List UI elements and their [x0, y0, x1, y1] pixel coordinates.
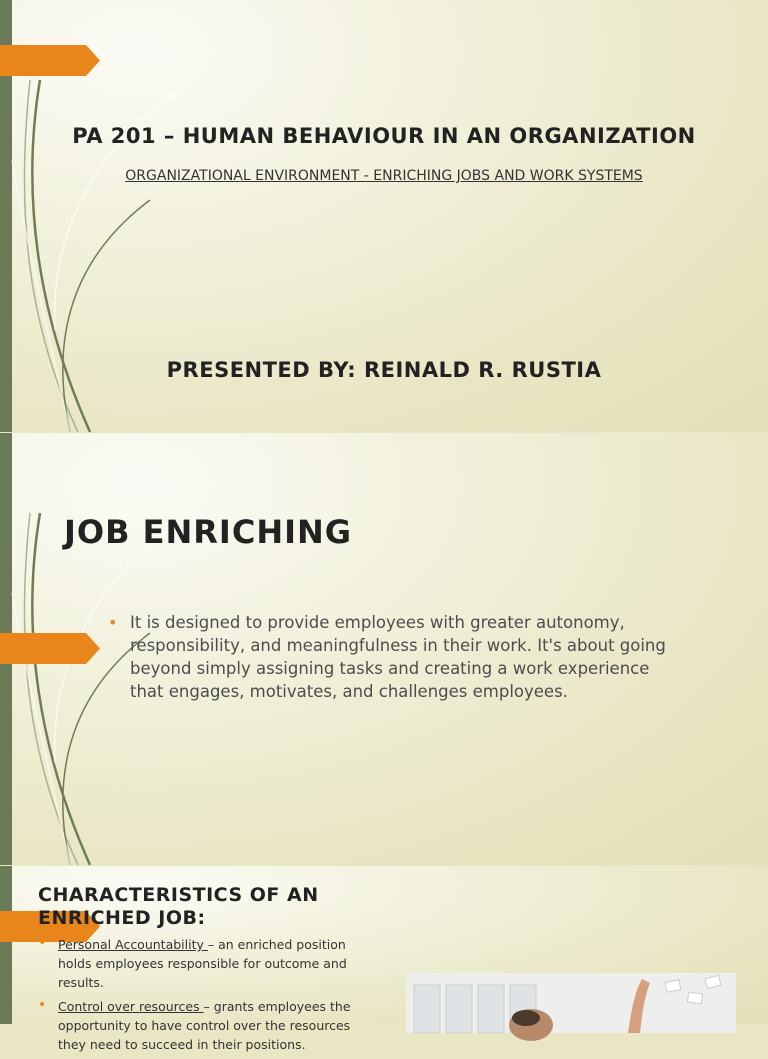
item-description: – an enriched position holds employees responsible for outcome and results. [58, 937, 347, 990]
slide-heading: CHARACTERISTICS OF AN ENRICHED JOB: [38, 884, 319, 929]
list-item [38, 997, 378, 1054]
slide-sidebar-bar [0, 866, 12, 1024]
bullet-item: • It is designed to provide employees with greater autonomy, responsibility, and meaningfulness in their work. It's about going beyond simply assigning tasks and creating a work experience that engages, motivates, and challenges employees. [108, 611, 668, 703]
presentation-title: PA 201 – HUMAN BEHAVIOUR IN AN ORGANIZATION [72, 124, 696, 148]
list-item [38, 935, 378, 992]
item-term: Control over resources [58, 999, 204, 1014]
job-enriching-slide [0, 433, 768, 865]
office-photo [406, 973, 736, 1033]
item-description: – grants employees the opportunity to have control over the resources they need to succeed in their positions. [58, 999, 351, 1052]
slide-heading: JOB ENRICHING [64, 513, 353, 551]
title-slide [0, 0, 768, 432]
item-term: Personal Accountability [58, 937, 208, 952]
presenter-name: PRESENTED BY: REINALD R. RUSTIA [166, 358, 602, 382]
characteristics-list [38, 935, 378, 1059]
office-photo-illustration [406, 973, 736, 1033]
bullet-list [108, 611, 668, 703]
presentation-subtitle: ORGANIZATIONAL ENVIRONMENT - ENRICHING JOBS AND WORK SYSTEMS [125, 168, 643, 184]
orange-arrow-marker [0, 633, 100, 664]
orange-arrow-marker [0, 45, 100, 76]
characteristics-slide [0, 866, 768, 1052]
